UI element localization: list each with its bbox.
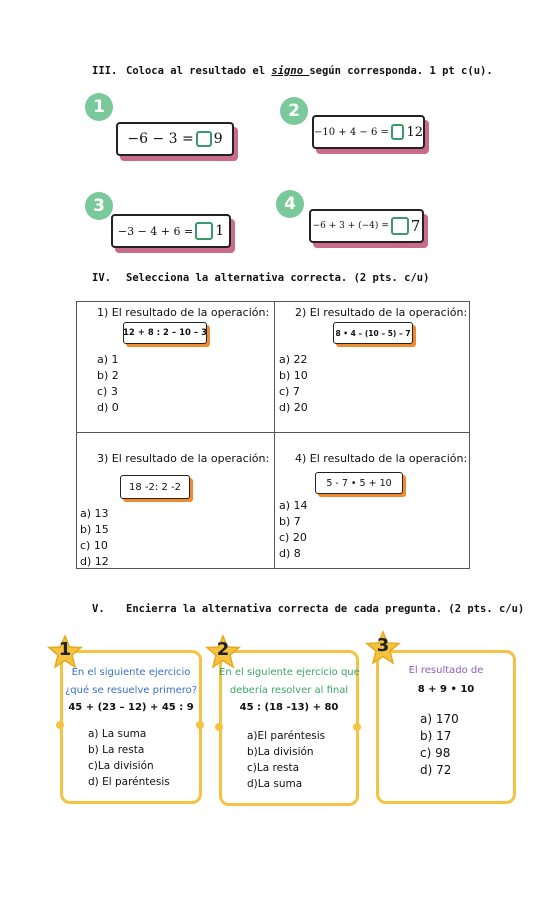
equation-4-left: −6 + 3 + (−4) = (312, 221, 389, 231)
card-1-expression: 45 + (23 – 12) + 45 : 9 (68, 702, 194, 713)
badge-2: 2 (280, 97, 308, 125)
question-2-operation-text: 8 • 4 – (10 – 5) – 7 (333, 322, 413, 344)
option[interactable]: c)La resta (247, 762, 300, 774)
star-icon (205, 634, 241, 670)
question-3-operation (120, 475, 190, 499)
equation-1-result: 9 (213, 131, 223, 147)
option[interactable]: c) 98 (420, 746, 451, 760)
option[interactable]: c) 3 (97, 385, 118, 398)
card-1-line-2: ¿qué se resuelve primero? (64, 685, 198, 696)
option[interactable]: d) 8 (279, 547, 301, 560)
questions-table (76, 301, 470, 569)
card-2-expression: 45 : (18 -13) + 80 (239, 702, 339, 713)
question-3-options (80, 506, 109, 570)
card-2-line-1: En el siguiente ejercicio que (219, 667, 360, 678)
option[interactable]: a) 22 (279, 353, 308, 366)
card-2-left-dot (215, 723, 223, 731)
option[interactable]: a) 14 (279, 499, 308, 512)
section-5-number: V. (92, 603, 105, 615)
option[interactable]: b) 2 (97, 369, 119, 382)
option[interactable]: b) 7 (279, 515, 301, 528)
option[interactable]: d) 12 (80, 555, 109, 568)
badge-4: 4 (276, 190, 304, 218)
star-3-number: 3 (376, 635, 390, 656)
question-4-operation (315, 472, 403, 494)
question-1-options (97, 352, 119, 416)
option[interactable]: a)El paréntesis (247, 730, 326, 742)
section-3-keyword: signo (271, 65, 310, 77)
option[interactable]: a) La suma (88, 728, 147, 740)
equation-card-3 (111, 214, 231, 248)
card-2-right-dot (353, 723, 361, 731)
question-1-prompt: 1) El resultado de la operación: (97, 306, 270, 319)
question-2-operation (333, 322, 413, 344)
equation-3-result: 1 (215, 223, 225, 239)
card-3-line-1: El resultado de (408, 665, 484, 676)
section-4-number: IV. (92, 272, 111, 284)
equation-4-result: 7 (410, 217, 421, 235)
option[interactable]: a) 170 (420, 712, 459, 726)
option[interactable]: b)La división (247, 746, 314, 758)
section-3-number: III. (92, 65, 118, 77)
question-1-operation-text: 12 + 8 : 2 – 10 – 3 (123, 322, 207, 344)
section-4-text: Selecciona la alternativa correcta. (2 pts. c/u) (126, 272, 430, 284)
answer-box-1[interactable] (196, 131, 212, 147)
star-1-number: 1 (58, 639, 72, 660)
option[interactable]: c)La división (88, 760, 154, 772)
equation-1-left: −6 − 3 = (127, 131, 194, 147)
option[interactable]: d) 20 (279, 401, 308, 414)
card-1-line-1: En el siguiente ejercicio (71, 667, 191, 678)
card-3-expression: 8 + 9 • 10 (417, 684, 475, 695)
option[interactable]: d) 72 (420, 763, 452, 777)
answer-box-2[interactable] (391, 124, 405, 140)
option[interactable]: a) 13 (80, 507, 109, 520)
option[interactable]: b) La resta (88, 744, 145, 756)
option[interactable]: a) 1 (97, 353, 119, 366)
section-3-text-end: según corresponda. 1 pt c(u). (309, 65, 493, 77)
option[interactable]: d)La suma (247, 778, 303, 790)
option[interactable]: c) 7 (279, 385, 300, 398)
card-2-line-2: debería resolver al final (229, 685, 349, 696)
question-3-prompt: 3) El resultado de la operación: (97, 452, 270, 465)
question-4-options (279, 498, 308, 562)
card-1-right-dot (196, 721, 204, 729)
badge-3: 3 (85, 192, 113, 220)
option[interactable]: d) 0 (97, 401, 119, 414)
answer-box-4[interactable] (391, 217, 409, 235)
question-1-operation (123, 322, 207, 344)
card-1-options (88, 726, 170, 790)
card-3-options (420, 711, 459, 779)
section-4-title (92, 272, 429, 284)
equation-3-left: −3 − 4 + 6 = (117, 224, 194, 238)
badge-1: 1 (85, 93, 113, 121)
equation-2-left: −10 + 4 − 6 = (314, 126, 389, 138)
question-4-operation-text: 5 - 7 • 5 + 10 (315, 472, 403, 494)
answer-box-3[interactable] (195, 222, 213, 240)
star-2-number: 2 (216, 639, 230, 660)
option[interactable]: b) 15 (80, 523, 109, 536)
section-3-text: Coloca al resultado el (126, 65, 272, 77)
section-5-title (92, 603, 524, 615)
question-2-prompt: 2) El resultado de la operación: (295, 306, 468, 319)
star-icon (365, 630, 401, 666)
card-1-left-dot (56, 721, 64, 729)
option[interactable]: b) 10 (279, 369, 308, 382)
option[interactable]: c) 20 (279, 531, 307, 544)
equation-card-1 (116, 122, 234, 156)
card-2-options (247, 728, 325, 792)
star-icon (47, 634, 83, 670)
option[interactable]: c) 10 (80, 539, 108, 552)
question-4-prompt: 4) El resultado de la operación: (295, 452, 468, 465)
equation-card-2 (312, 115, 425, 149)
question-3-operation-text: 18 -2: 2 -2 (120, 475, 190, 499)
option[interactable]: b) 17 (420, 729, 452, 743)
equation-2-result: 12 (406, 124, 423, 140)
section-3-title (92, 65, 493, 77)
option[interactable]: d) El paréntesis (88, 776, 170, 788)
section-5-text: Encierra la alternativa correcta de cada pregunta. (2 pts. c/u) (126, 603, 525, 615)
equation-card-4 (309, 209, 424, 243)
question-2-options (279, 352, 308, 416)
